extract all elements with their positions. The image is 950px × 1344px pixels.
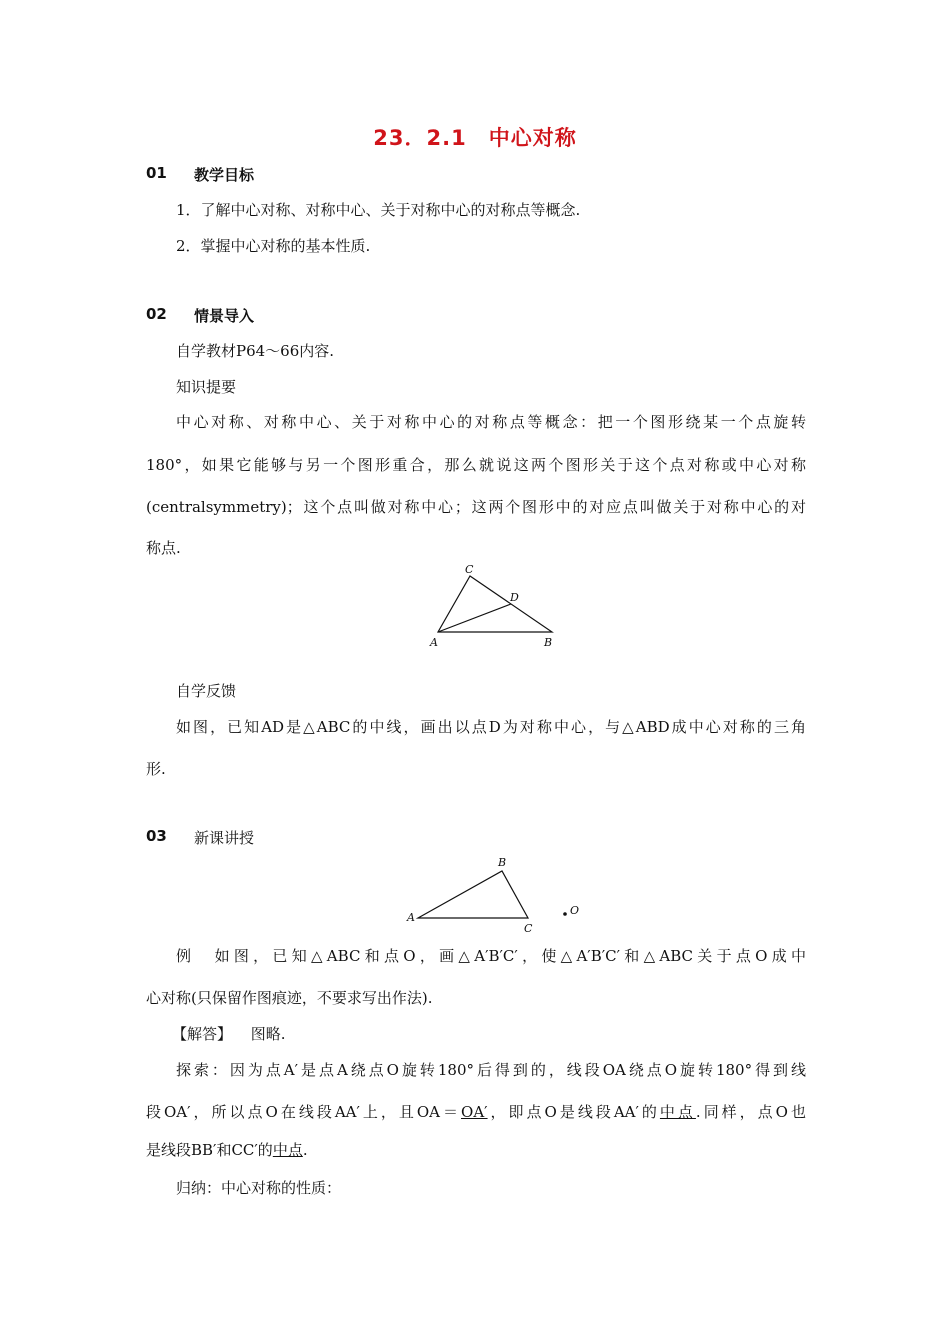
median-ad xyxy=(438,604,511,632)
knowledge-line: 180°，如果它能够与另一个图形重合，那么就说这两个图形关于这个点对称或中心对称 xyxy=(146,456,806,474)
summary-line: 归纳：中心对称的性质： xyxy=(176,1179,342,1197)
label-b: B xyxy=(498,856,507,869)
label-b: B xyxy=(544,636,553,649)
section-title: 情景导入 xyxy=(194,307,255,325)
label-c: C xyxy=(524,922,533,934)
knowledge-line: (centralsymmetry)；这个点叫做对称中心；这两个图形中的对应点叫做关于对称中心的对 xyxy=(146,498,806,516)
knowledge-heading: 知识提要 xyxy=(176,378,237,396)
label-c: C xyxy=(465,563,474,576)
section-number: 02 xyxy=(146,305,167,323)
label-a: A xyxy=(430,636,438,649)
feedback-line: 如图，已知AD是△ABC的中线，画出以点D为对称中心，与△ABD成中心对称的三角 xyxy=(176,718,806,736)
explore-text: 是线段BB′和CC′的 xyxy=(146,1141,273,1159)
reading-note: 自学教材P64～66内容. xyxy=(176,342,335,360)
feedback-heading: 自学反馈 xyxy=(176,682,237,700)
explore-text: 段OA′，所以点O在线段AA′上，且OA＝ xyxy=(146,1103,462,1121)
label-o: O xyxy=(570,904,580,917)
point-o xyxy=(563,912,567,916)
section-number: 03 xyxy=(146,827,167,845)
knowledge-line: 中心对称、对称中心、关于对称中心的对称点等概念：把一个图形绕某一个点旋转 xyxy=(176,413,806,431)
section-title: 教学目标 xyxy=(194,166,255,184)
median-triangle-figure xyxy=(420,562,570,654)
triangle-abc xyxy=(418,871,528,918)
example-line: 心对称(只保留作图痕迹，不要求写出作法). xyxy=(146,989,433,1007)
explore-line xyxy=(146,1140,308,1160)
answer-blank: OA′ xyxy=(461,1103,488,1121)
example-line: 例 如图，已知△ABC和点O，画△A′B′C′，使△A′B′C′和△ABC关于点O成中 xyxy=(176,947,806,965)
knowledge-line: 称点. xyxy=(146,539,181,557)
explore-text: . xyxy=(302,1141,308,1159)
objective-item: 2．掌握中心对称的基本性质. xyxy=(176,237,371,255)
answer-label: 【解答】 xyxy=(172,1025,233,1043)
explore-text: .同样，点O也 xyxy=(695,1103,806,1121)
answer-text: 图略. xyxy=(250,1025,286,1043)
answer-blank: 中点 xyxy=(272,1141,303,1159)
objective-item: 1．了解中心对称、对称中心、关于对称中心的对称点等概念. xyxy=(176,201,581,219)
label-d: D xyxy=(510,591,519,604)
feedback-line: 形. xyxy=(146,760,166,778)
answer-line xyxy=(172,1024,286,1044)
section-title: 新课讲授 xyxy=(194,829,255,847)
page-title: 23．2.1 中心对称 xyxy=(373,126,577,150)
triangle-abc xyxy=(438,576,552,632)
answer-blank: 中点 xyxy=(659,1103,696,1121)
label-a: A xyxy=(407,911,415,924)
section-number: 01 xyxy=(146,164,167,182)
explore-line: 探索：因为点A′是点A绕点O旋转180°后得到的，线段OA绕点O旋转180°得到线 xyxy=(176,1061,806,1079)
explore-line xyxy=(146,1102,806,1122)
triangle-point-figure xyxy=(398,852,588,934)
explore-text: ，即点O是线段AA′的 xyxy=(487,1103,660,1121)
